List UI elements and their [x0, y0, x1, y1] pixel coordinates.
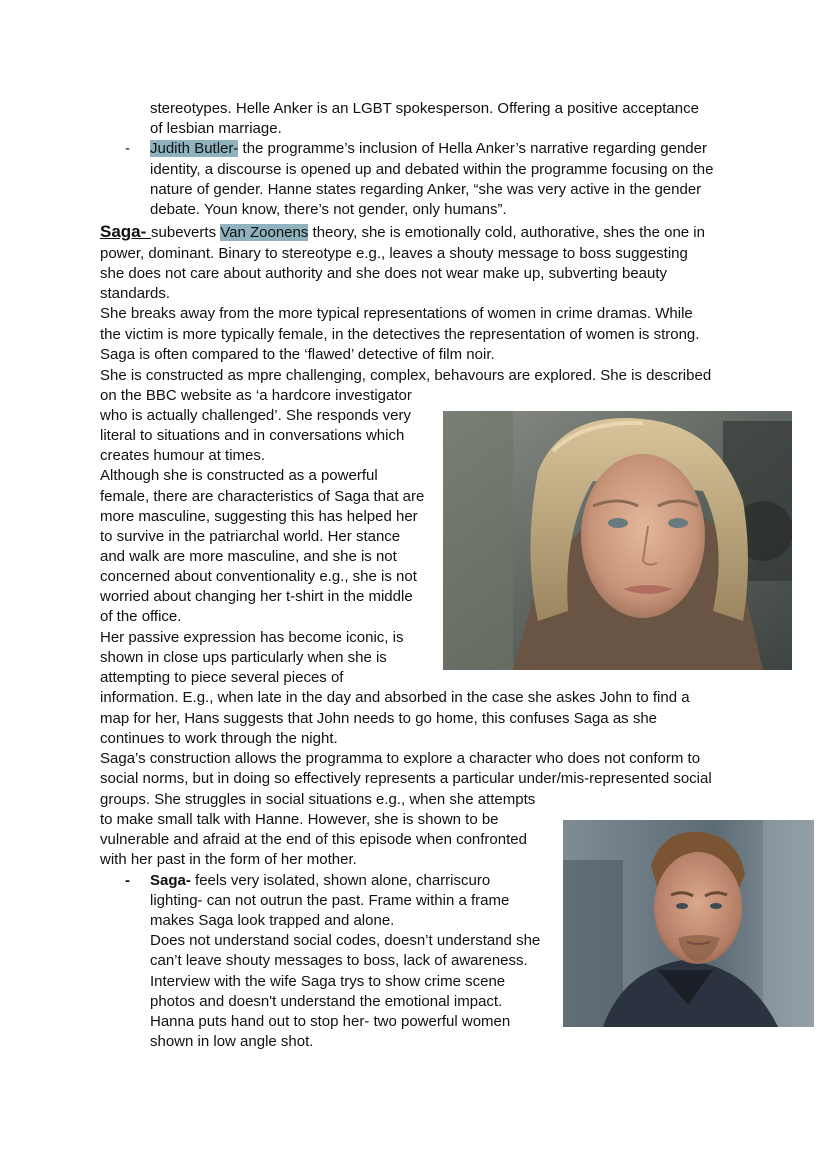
text-line: information. E.g., when late in the day and absorbed in the case she askes John to find a: [100, 689, 690, 706]
male-photo-illustration: [563, 820, 814, 1027]
text-line: she does not care about authority and she does not wear make up, subverting beauty: [100, 265, 668, 282]
saga-heading: Saga-: [100, 222, 152, 241]
text-line: Does not understand social codes, doesn’t understand she: [150, 932, 541, 949]
text-line: and walk are more masculine, and she is not: [100, 548, 397, 565]
male-character-photo: [563, 820, 814, 1027]
text-line: Saga- subeverts Van Zoonens theory, she is emotionally cold, authorative, shes the one in: [100, 222, 705, 241]
text-line: makes Saga look trapped and alone.: [150, 912, 395, 929]
text-line: of lesbian marriage.: [150, 120, 282, 137]
text-line: with her past in the form of her mother.: [100, 851, 357, 868]
bullet-dash: -: [125, 872, 130, 889]
text-line: debate. Youn know, there’s not gender, only humans”.: [150, 201, 507, 218]
text-line: to survive in the patriarchal world. Her stance: [100, 528, 401, 545]
text-line: photos and doesn't understand the emotional impact.: [150, 993, 503, 1010]
saga-character-photo: [443, 411, 792, 670]
text-line: social norms, but in doing so effectively represents a particular under/mis-represented social: [100, 770, 712, 787]
text-line: to make small talk with Hanne. However, she is shown to be: [100, 811, 499, 828]
bullet-dash: -: [125, 140, 130, 157]
text-line: shown in close ups particularly when she is: [100, 649, 387, 666]
text-line: continues to work through the night.: [100, 730, 338, 747]
text-line: Hanna puts hand out to stop her- two powerful women: [150, 1013, 511, 1030]
text-line: on the BBC website as ‘a hardcore investigator: [100, 387, 412, 404]
text-line: Saga’s construction allows the programma to explore a character who does not conform to: [100, 750, 701, 767]
text-line: stereotypes. Helle Anker is an LGBT spokesperson. Offering a positive acceptance: [150, 100, 699, 117]
text-line: literal to situations and in conversations which: [100, 427, 405, 444]
text-line: She breaks away from the more typical representations of women in crime dramas. While: [100, 305, 693, 322]
text-line: female, there are characteristics of Saga that are: [100, 488, 425, 505]
saga-photo-illustration: [443, 411, 792, 670]
text-line: identity, a discourse is opened up and debated within the programme focusing on the: [150, 161, 714, 178]
text-line: worried about changing her t-shirt in the middle: [100, 588, 413, 605]
text-line: attempting to piece several pieces of: [100, 669, 344, 686]
text-line: Saga is often compared to the ‘flawed’ detective of film noir.: [100, 346, 495, 363]
highlighted-term-van-zoonens: Van Zoonens: [220, 224, 309, 241]
text-line: power, dominant. Binary to stereotype e.g., leaves a shouty message to boss suggesting: [100, 245, 688, 262]
text-line: groups. She struggles in social situations e.g., when she attempts: [100, 791, 536, 808]
text-line: lighting- can not outrun the past. Frame within a frame: [150, 892, 510, 909]
text-line: who is actually challenged’. She responds very: [100, 407, 412, 424]
text-line: Although she is constructed as a powerful: [100, 467, 378, 484]
text-line: standards.: [100, 285, 171, 302]
text-line: Saga- feels very isolated, shown alone, charriscuro: [150, 872, 491, 889]
text-line: can’t leave shouty messages to boss, lack of awareness.: [150, 952, 528, 969]
text-line: nature of gender. Hanne states regarding Anker, “she was very active in the gender: [150, 181, 702, 198]
text-line: She is constructed as mpre challenging, complex, behavours are explored. She is described: [100, 367, 712, 384]
text-line: Judith Butler- the programme’s inclusion of Hella Anker’s narrative regarding gender: [150, 140, 707, 157]
saga-bold-label: Saga-: [150, 872, 191, 889]
text-line: the victim is more typically female, in the detectives the representation of women is strong.: [100, 326, 700, 343]
text-line: Her passive expression has become iconic, is: [100, 629, 404, 646]
text-line: creates humour at times.: [100, 447, 266, 464]
text-line: shown in low angle shot.: [150, 1033, 314, 1050]
text-line: map for her, Hans suggests that John needs to go home, this confuses Saga as she: [100, 710, 658, 727]
highlighted-term-judith-butler: Judith Butler-: [150, 140, 239, 157]
text-line: concerned about conventionality e.g., she is not: [100, 568, 417, 585]
text-line: vulnerable and afraid at the end of this episode when confronted: [100, 831, 527, 848]
text-line: more masculine, suggesting this has helped her: [100, 508, 418, 525]
text-line: Interview with the wife Saga trys to show crime scene: [150, 973, 506, 990]
text-line: of the office.: [100, 608, 182, 625]
